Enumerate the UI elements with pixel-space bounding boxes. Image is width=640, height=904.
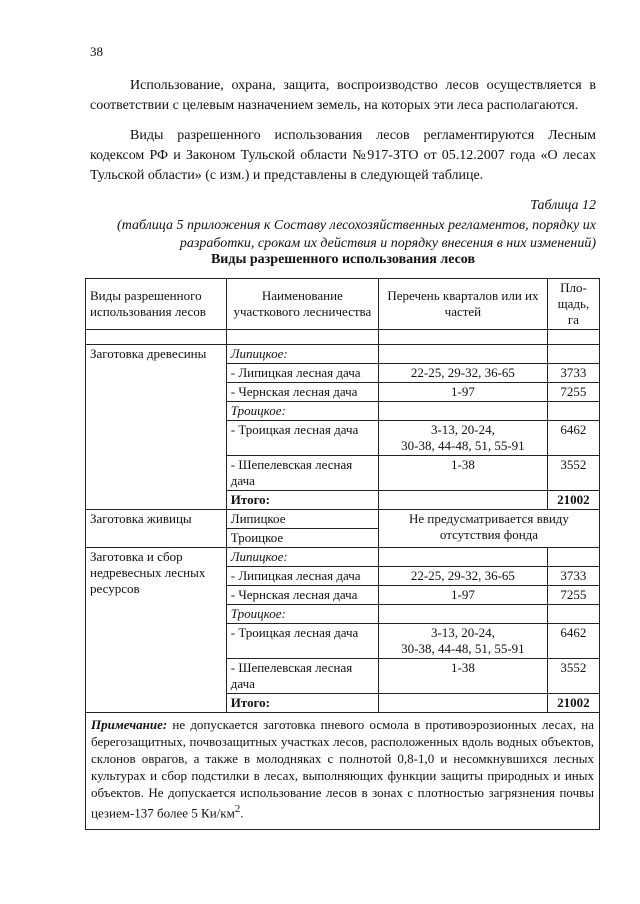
area-cell: 7255 [547,586,599,605]
dacha-name: - Троицкая лесная дача [226,624,378,659]
not-provided-note: Не предусматривается ввиду отсутствия фонда [378,510,599,548]
regulation-paragraph: Виды разрешенного использования лесов регламентируются Лесным кодексом РФ и Законом Тульской области №917-ЗТО от 05.12.2007 года «О лесах Тульской области» (с изм.) и представлены в следующей таблице. [90,128,596,183]
area-cell: 3733 [547,364,599,383]
quarters-line: 3-13, 20-24, [430,422,495,437]
table-row [86,548,600,567]
table-header-row [86,279,600,330]
area-cell: 6462 [547,421,599,456]
total-area: 21002 [547,491,599,510]
table-note [86,713,600,830]
quarters-cell: 1-38 [378,659,547,694]
use-type-cell: Заготовка живицы [86,510,227,548]
quarters-line: 30-38, 44-48, 51, 55-91 [401,438,525,453]
total-area: 21002 [547,694,599,713]
table-row [86,510,600,529]
note-text: не допускается заготовка пневого осмола в противоэрозионных лесах, на берегозащитных, почвозащитных участках лесов, расположенных вдоль водных объектов, склонов оврагов, а также в молодняках с полнотой 0,8-1,0 и несомкнувшихся лесных культурах и сбор подстилки в лесах, выполняющих функции защиты природных и иных объектов. Не допускается использование лесов в зонах с плотностью загрязнения почвы цезием-137 более 5 Ки/км [91,717,594,821]
total-label: Итого: [226,491,378,510]
table-title: Виды разрешенного использования лесов [210,252,476,267]
dacha-name: - Чернская лесная дача [226,383,378,402]
note-superscript: 2 [234,803,241,815]
dacha-name: - Липицкая лесная дача [226,364,378,383]
note-label: Примечание: [91,717,168,732]
header-quarters: Перечень кварталов или их частей [378,279,547,330]
dacha-name: - Шепелевская лесная дача [226,659,378,694]
header-use-type: Виды разрешенного использования лесов [86,279,227,330]
quarters-line: 30-38, 44-48, 51, 55-91 [401,641,525,656]
area-cell: 7255 [547,383,599,402]
quarters-cell: 1-97 [378,383,547,402]
forestry-name: Троицкое [226,529,378,548]
forestry-group: Троицкое: [226,402,378,421]
table-source-caption: (таблица 5 приложения к Составу лесохозяйственных регламентов, порядку их разработки, срокам их действия и порядку внесения в них изменений) [117,218,596,251]
forestry-group: Липицкое: [226,345,378,364]
forest-use-table [85,278,600,830]
quarters-cell: 1-38 [378,456,547,491]
intro-paragraph: Использование, охрана, защита, воспроизводство лесов осуществляется в соответствии с целевым назначением земель, на которых эти леса располагаются. [90,78,596,113]
quarters-line: 3-13, 20-24, [430,625,495,640]
note-end: . [240,805,244,821]
table-row [86,345,600,364]
use-type-cell: Заготовка и сбор недревесных лесных ресурсов [86,548,227,713]
total-label: Итого: [226,694,378,713]
area-cell: 3733 [547,567,599,586]
dacha-name: - Чернская лесная дача [226,586,378,605]
use-type-cell: Заготовка древесины [86,345,227,510]
quarters-cell: 22-25, 29-32, 36-65 [378,364,547,383]
header-forestry: Наименование участкового лесничества [226,279,378,330]
quarters-cell: 22-25, 29-32, 36-65 [378,567,547,586]
header-area: Пло-щадь, га [547,279,599,330]
forestry-group: Троицкое: [226,605,378,624]
quarters-cell [378,421,547,456]
table-note-row [86,713,600,830]
table-label: Таблица 12 [530,198,596,213]
area-cell: 6462 [547,624,599,659]
page-number: 38 [90,44,103,59]
area-cell: 3552 [547,659,599,694]
dacha-name: - Троицкая лесная дача [226,421,378,456]
dacha-name: - Шепелевская лесная дача [226,456,378,491]
quarters-cell: 1-97 [378,586,547,605]
forestry-group: Липицкое: [226,548,378,567]
area-cell: 3552 [547,456,599,491]
dacha-name: - Липицкая лесная дача [226,567,378,586]
quarters-cell [378,624,547,659]
forestry-name: Липицкое [226,510,378,529]
table-spacer-row [86,330,600,345]
